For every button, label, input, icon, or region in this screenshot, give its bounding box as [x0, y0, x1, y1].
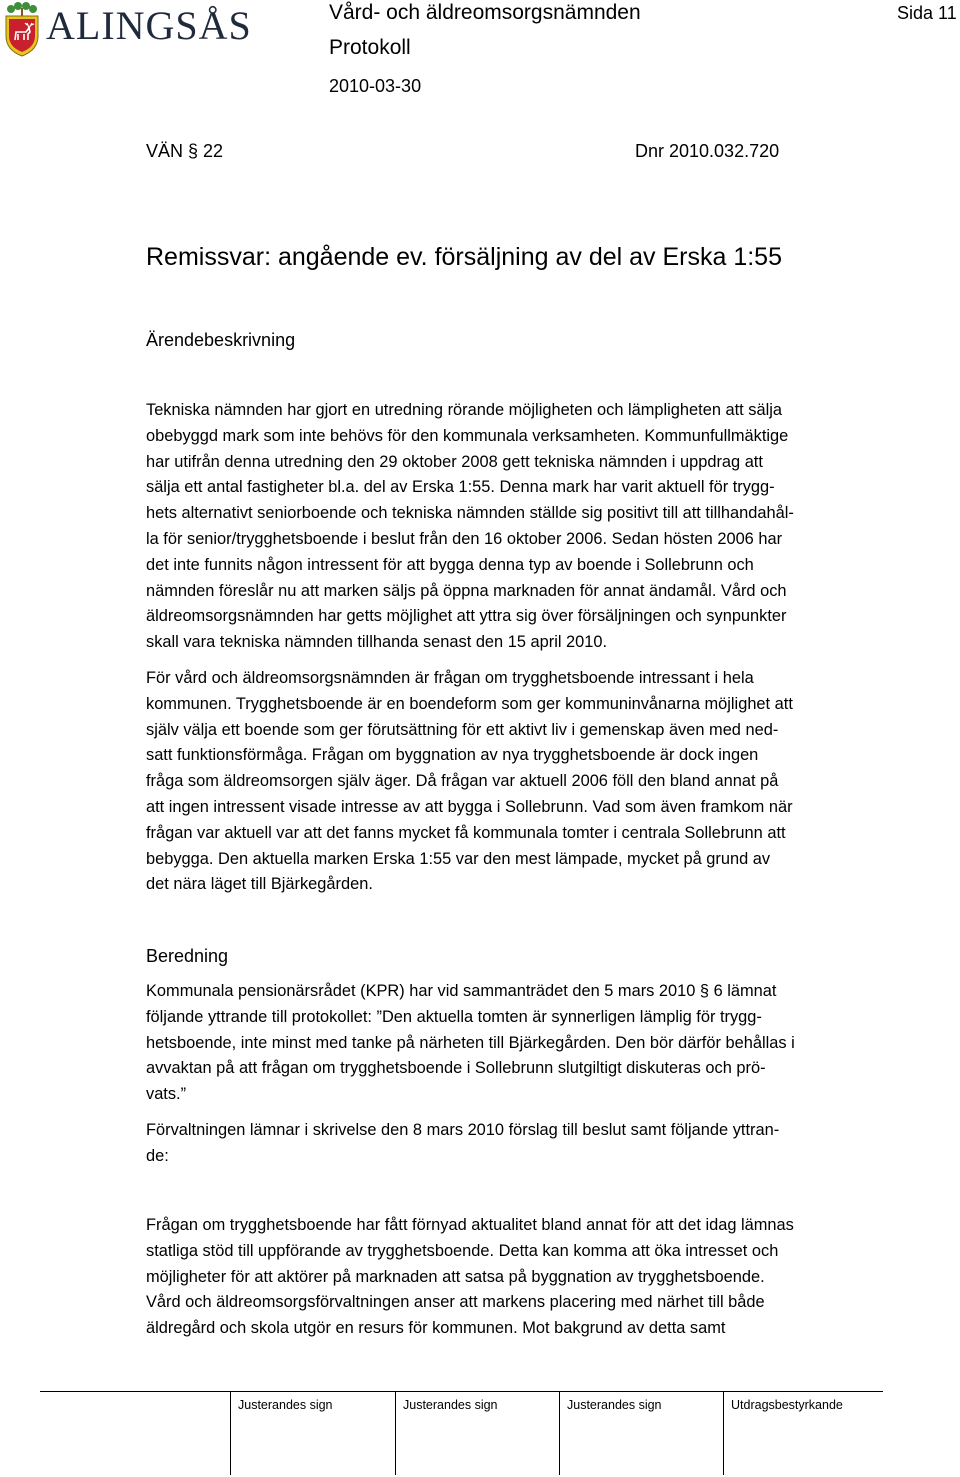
text-line: statliga stöd till uppförande av trygghetsboende. Detta kan komma att öka intresset och [146, 1241, 779, 1260]
text-line: kommunen. Trygghetsboende är en boendeform som ger kommuninvånarna möjlighet att [146, 694, 793, 713]
text-line: möjligheter för att aktörer på marknaden att satsa på byggnation av trygghetsboende. [146, 1267, 765, 1286]
section-reference: VÄN § 22 [146, 141, 224, 161]
preparation-paragraph-3 [146, 1213, 876, 1342]
logo-wordmark: ALINGSÅS [46, 3, 252, 48]
text-line: det nära läget till Bjärkegården. [146, 875, 373, 894]
coat-of-arms-icon [2, 2, 42, 58]
footer-rule [40, 1391, 883, 1392]
text-line: sälja ett antal fastigheter bl.a. del av Erska 1:55. Denna mark har varit aktuell för trygg- [146, 478, 775, 497]
text-line: skall vara tekniska nämnden tillhanda senast den 15 april 2010. [146, 633, 608, 652]
preparation-paragraph-2 [146, 1118, 876, 1170]
alingsas-logo [2, 2, 257, 60]
text-line: att ingen intressent visade intresse av att bygga i Sollebrunn. Vad som även framkom när [146, 797, 793, 816]
text-line: nämnden föreslår nu att marken säljs på öppna marknaden för annat ändamål. Vård och [146, 581, 787, 600]
diary-number: Dnr 2010.032.720 [635, 141, 780, 161]
text-line: avvaktan på att frågan om trygghetsboende i Sollebrunn slutgiltigt diskuteras och prö- [146, 1059, 766, 1078]
signature-field-2: Justerandes sign [403, 1398, 498, 1412]
text-line: följande yttrande till protokollet: ”Den aktuella tomten är synnerligen lämplig för trygg- [146, 1007, 762, 1026]
text-line: hets alternativt seniorboende och tekniska nämnden ställde sig positivt till att tillhandahål- [146, 504, 794, 523]
signature-field-3: Justerandes sign [567, 1398, 662, 1412]
text-line: frågan var aktuell var att det fanns mycket få kommunala tomter i centrala Sollebrunn att [146, 823, 786, 842]
text-line: vats.” [146, 1085, 187, 1104]
certification-field: Utdragsbestyrkande [731, 1398, 843, 1412]
text-line: la för senior/trygghetsboende i beslut från den 16 oktober 2006. Sedan hösten 2006 har [146, 529, 783, 548]
text-line: själv välja ett boende som ger förutsättning för ett aktivt liv i gemenskap även med ned- [146, 720, 779, 739]
text-line: För vård och äldreomsorgsnämnden är frågan om trygghetsboende intressant i hela [146, 669, 754, 687]
text-line: Frågan om trygghetsboende har fått förnyad aktualitet bland annat för att det idag lämnas [146, 1216, 794, 1234]
description-paragraph-1 [146, 398, 876, 656]
text-line: Förvaltningen lämnar i skrivelse den 8 mars 2010 förslag till beslut samt följande yttran- [146, 1121, 780, 1139]
description-paragraph-2 [146, 666, 876, 898]
text-line: fråga som äldreomsorgen själv äger. Då frågan var aktuell 2006 föll den bland annat på [146, 772, 779, 791]
text-line: hetsboende, inte minst med tanke på närheten till Bjärkegården. Den bör därför behållas i [146, 1033, 795, 1052]
text-line: Kommunala pensionärsrådet (KPR) har vid sammanträdet den 5 mars 2010 § 6 lämnat [146, 982, 777, 1000]
page-number: Sida 11 [897, 3, 957, 23]
document-title: Remissvar: angående ev. försäljning av del av Erska 1:55 [146, 243, 782, 271]
signature-divider [559, 1391, 560, 1475]
text-line: äldregård och skola utgör en resurs för kommunen. Mot bakgrund av detta samt [146, 1319, 726, 1338]
document-type: Protokoll [329, 36, 411, 59]
text-line: satt funktionsförmåga. Frågan om byggnation av nya trygghetsboende är dock ingen [146, 746, 759, 765]
text-line: Vård och äldreomsorgsförvaltningen anser att markens placering med närhet till både [146, 1293, 765, 1312]
text-line: de: [146, 1146, 169, 1165]
signature-divider [230, 1391, 231, 1475]
text-line: äldreomsorgsnämnden har getts möjlighet att yttra sig över försäljningen och synpunkter [146, 607, 787, 626]
meeting-date: 2010-03-30 [329, 76, 422, 96]
text-line: Tekniska nämnden har gjort en utredning rörande möjligheten och lämpligheten att sälja [146, 401, 782, 419]
signature-divider [395, 1391, 396, 1475]
signature-divider [723, 1391, 724, 1475]
text-line: har utifrån denna utredning den 29 oktober 2008 gett tekniska nämnden i uppdrag att [146, 452, 763, 471]
description-heading: Ärendebeskrivning [146, 330, 296, 350]
text-line: det inte funnits någon intressent för att bygga denna typ av boende i Sollebrunn och [146, 555, 754, 574]
committee-name: Vård- och äldreomsorgsnämnden [329, 1, 641, 24]
text-line: bebygga. Den aktuella marken Erska 1:55 var den mest lämpade, mycket på grund av [146, 849, 771, 868]
preparation-paragraph-1 [146, 979, 876, 1108]
text-line: obebyggd mark som inte behövs för den kommunala verksamheten. Kommunfullmäktige [146, 426, 789, 445]
preparation-heading: Beredning [146, 946, 229, 966]
signature-field-1: Justerandes sign [238, 1398, 333, 1412]
